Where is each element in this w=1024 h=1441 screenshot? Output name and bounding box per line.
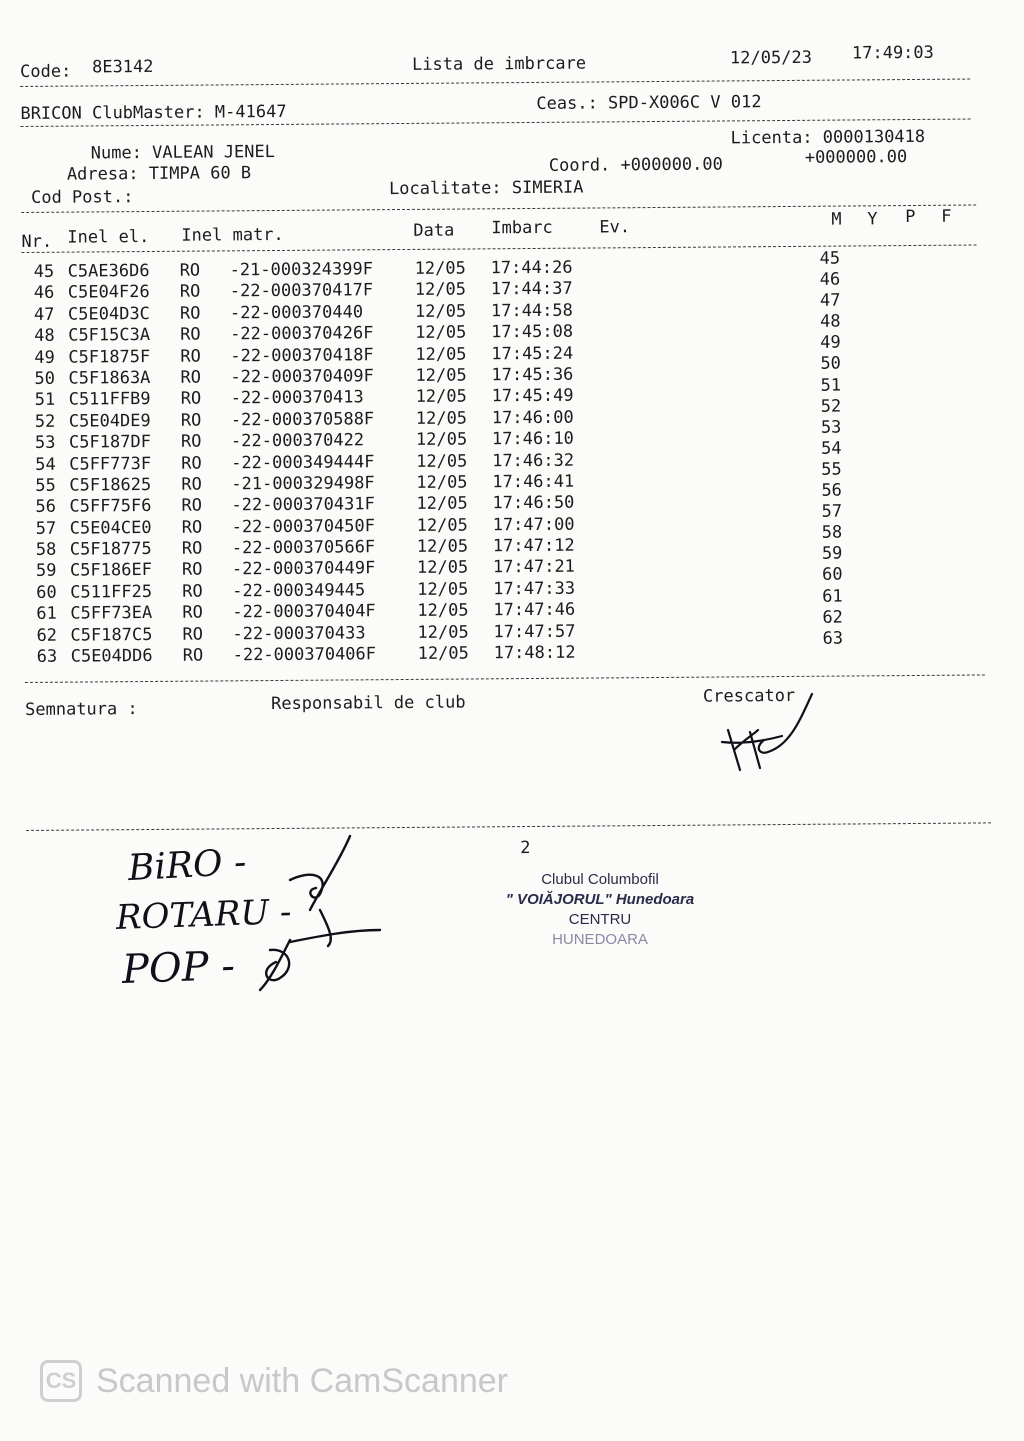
row-inel-matr: -22-000370440 (229, 302, 364, 324)
breeder-signature (720, 690, 830, 780)
row-time: 17:47:57 (493, 621, 576, 642)
row-time: 17:45:08 (491, 321, 574, 343)
row-inel-el: C5E04F26 (67, 282, 150, 304)
row-time: 17:46:00 (491, 407, 574, 429)
row-inel-matr: -22-000370588F (230, 408, 375, 431)
row-date: 12/05 (416, 536, 469, 557)
row-m-value: 50 (820, 354, 841, 375)
col-nr: Nr. (21, 231, 53, 252)
row-date: 12/05 (416, 472, 468, 493)
row-inel-el: C5E04CE0 (69, 517, 152, 539)
row-inel-el: C5F15C3A (68, 325, 151, 346)
row-nr: 57 (35, 518, 57, 539)
row-inel-el: C5F1875F (68, 346, 151, 368)
row-m-value: 62 (822, 607, 843, 628)
row-country: RO (182, 581, 203, 602)
row-inel-el: C5FF73EA (70, 603, 153, 624)
stamp-line-3: CENTRU (568, 911, 632, 928)
row-time: 17:44:37 (490, 279, 573, 300)
row-nr: 53 (34, 432, 56, 454)
col-inel-el: Inel el. (67, 226, 150, 248)
row-inel-el: C5FF773F (69, 453, 152, 475)
row-nr: 55 (35, 475, 56, 496)
row-nr: 45 (33, 261, 55, 282)
row-time: 17:44:26 (490, 257, 573, 279)
club-responsible-label: Responsabil de club (270, 692, 466, 715)
divider (20, 79, 970, 87)
print-time: 17:49:03 (851, 42, 934, 64)
row-date: 12/05 (417, 622, 469, 643)
handwritten-name-3: POP - (121, 943, 236, 993)
breeder-label: Crescator (702, 685, 796, 707)
row-nr: 50 (34, 368, 56, 389)
document-title: Lista de imbrcare (411, 53, 587, 75)
coordinates-2: +000000.00 (804, 147, 908, 168)
col-f: F (941, 206, 952, 227)
clock-id: Ceas.: SPD-X006C V 012 (536, 92, 762, 114)
col-inel-matr: Inel matr. (181, 224, 284, 246)
row-date: 12/05 (415, 365, 467, 386)
row-nr: 62 (36, 625, 58, 646)
row-time: 17:47:21 (492, 557, 575, 578)
row-nr: 56 (35, 497, 57, 518)
row-m-value: 60 (821, 564, 843, 586)
row-nr: 49 (34, 347, 55, 368)
handwritten-name-1: BiRO - (127, 841, 248, 890)
row-time: 17:45:49 (491, 386, 574, 407)
row-m-value: 59 (821, 543, 843, 565)
row-m-value: 56 (821, 480, 842, 501)
fancier-name: Nume: VALEAN JENEL (90, 142, 276, 164)
row-nr: 61 (36, 603, 57, 625)
row-date: 12/05 (415, 344, 467, 365)
row-inel-matr: -22-000349445 (232, 580, 366, 602)
row-time: 17:45:36 (491, 364, 574, 386)
stamp-line-2: " VOIĂJORUL" Hunedoara (505, 891, 695, 908)
row-inel-matr: -22-000370433 (232, 622, 366, 644)
col-m: M (831, 209, 842, 230)
row-m-value: 51 (820, 375, 842, 396)
divider (25, 674, 985, 683)
row-date: 12/05 (416, 451, 468, 472)
row-nr: 48 (34, 325, 55, 347)
row-inel-matr: -22-000370418F (230, 344, 374, 366)
row-inel-el: C5FF75F6 (69, 496, 152, 517)
row-country: RO (182, 624, 204, 645)
row-nr: 46 (33, 283, 55, 304)
row-country: RO (179, 281, 201, 303)
row-inel-el: C5F18625 (69, 474, 152, 496)
row-country: RO (181, 453, 202, 474)
row-inel-matr: -22-000370426F (230, 323, 374, 345)
row-date: 12/05 (415, 429, 468, 451)
table-row (23, 642, 614, 668)
stamp-line-4: HUNEDOARA (552, 931, 648, 948)
code-value: 8E3142 (91, 56, 154, 78)
row-time: 17:46:41 (492, 471, 575, 493)
row-inel-el: C5E04D3C (67, 303, 150, 325)
row-date: 12/05 (417, 600, 469, 622)
divider (26, 822, 991, 831)
camscanner-logo-icon: CS (40, 1360, 82, 1402)
row-time: 17:44:58 (490, 300, 573, 322)
row-time: 17:47:12 (492, 535, 575, 557)
row-inel-matr: -22-000370417F (229, 280, 374, 302)
row-inel-el: C5F1863A (68, 367, 151, 389)
row-time: 17:45:24 (491, 343, 574, 364)
col-imbarc: Imbarc (491, 217, 553, 239)
page-number: 2 (520, 838, 531, 859)
handwritten-name-2: ROTARU - (115, 891, 293, 939)
row-m-value: 53 (820, 417, 842, 438)
row-nr: 60 (36, 582, 57, 603)
m-column (820, 248, 853, 649)
row-country: RO (180, 367, 202, 388)
clubmaster-id: BRICON ClubMaster: M-41647 (20, 101, 287, 124)
row-inel-matr: -22-000370406F (232, 644, 377, 666)
basketing-table (20, 257, 614, 668)
club-stamp (480, 870, 720, 950)
row-date: 12/05 (415, 386, 467, 408)
row-inel-el: C5F187DF (68, 432, 151, 453)
signature-label: Semnatura : (25, 699, 138, 720)
row-m-value: 61 (822, 586, 843, 607)
row-country: RO (179, 260, 201, 281)
row-m-value: 54 (820, 438, 842, 459)
stamp-line-1: Clubul Columbofil (541, 871, 659, 888)
row-date: 12/05 (416, 493, 468, 515)
row-inel-el: C5AE36D6 (67, 260, 150, 282)
row-country: RO (180, 410, 202, 431)
row-inel-el: C5F187C5 (70, 624, 153, 646)
row-time: 17:47:33 (493, 578, 576, 600)
row-nr: 63 (36, 646, 58, 667)
coordinates: Coord. +000000.00 (548, 154, 723, 176)
row-inel-matr: -22-000370450F (231, 515, 376, 538)
code-label: Code: (20, 61, 72, 82)
row-inel-matr: -22-000370413 (230, 387, 364, 409)
row-inel-matr: -21-000329498F (231, 473, 375, 495)
row-country: RO (179, 303, 201, 324)
row-date: 12/05 (415, 322, 467, 344)
row-country: RO (180, 388, 202, 410)
row-date: 12/05 (414, 258, 466, 279)
col-p: P (905, 206, 916, 228)
row-m-value: 49 (820, 332, 841, 354)
col-ev: Ev. (599, 217, 631, 238)
row-time: 17:46:32 (492, 450, 575, 471)
row-m-value: 58 (821, 522, 843, 543)
print-date: 12/05/23 (729, 47, 812, 69)
row-inel-matr: -21-000324399F (229, 259, 374, 281)
row-inel-matr: -22-000349444F (231, 451, 375, 473)
row-inel-matr: -22-000370422 (230, 430, 365, 452)
row-date: 12/05 (416, 515, 468, 536)
row-m-value: 48 (820, 311, 841, 333)
handwritten-signatures (250, 830, 390, 1000)
row-country: RO (180, 431, 202, 452)
row-date: 12/05 (415, 408, 468, 429)
row-inel-el: C5F186EF (69, 560, 152, 582)
row-time: 17:46:10 (491, 428, 574, 450)
row-inel-matr: -22-000370409F (230, 366, 374, 388)
row-nr: 54 (35, 454, 56, 475)
row-nr: 58 (35, 539, 57, 560)
row-inel-el: C511FF25 (70, 581, 153, 603)
postcode-label: Cod Post.: (31, 187, 134, 208)
row-m-value: 52 (820, 396, 842, 417)
col-y: Y (867, 209, 878, 230)
row-inel-el: C511FFB9 (68, 389, 151, 410)
camscanner-watermark (40, 1360, 508, 1402)
row-m-value: 57 (821, 501, 843, 522)
row-country: RO (181, 474, 202, 495)
row-inel-matr: -22-000370404F (232, 601, 376, 623)
row-country: RO (182, 645, 204, 666)
row-time: 17:47:46 (493, 599, 576, 621)
row-country: RO (181, 560, 203, 581)
row-inel-el: C5E04DD6 (70, 646, 153, 667)
row-inel-matr: -22-000370566F (231, 537, 376, 559)
row-inel-el: C5F18775 (69, 539, 152, 560)
row-country: RO (181, 538, 203, 559)
row-country: RO (181, 517, 203, 538)
row-date: 12/05 (414, 301, 467, 322)
row-country: RO (181, 495, 203, 517)
row-date: 12/05 (417, 579, 469, 600)
camscanner-text: Scanned with CamScanner (96, 1361, 509, 1400)
col-data: Data (413, 220, 455, 241)
row-country: RO (182, 602, 203, 623)
row-inel-matr: -22-000370431F (231, 494, 375, 516)
row-m-value: 45 (819, 248, 841, 269)
row-country: RO (180, 324, 201, 345)
locality: Localitate: SIMERIA (388, 177, 584, 200)
row-nr: 59 (35, 561, 57, 582)
row-time: 17:48:12 (493, 642, 576, 664)
row-inel-matr: -22-000370449F (231, 558, 376, 580)
row-m-value: 47 (819, 290, 841, 311)
row-nr: 51 (34, 390, 56, 411)
row-m-value: 63 (822, 628, 844, 649)
fancier-address: Adresa: TIMPA 60 B (66, 163, 252, 185)
row-date: 12/05 (417, 643, 469, 664)
row-time: 17:46:50 (492, 492, 575, 514)
license-number: Licenta: 0000130418 (730, 126, 926, 149)
row-date: 12/05 (414, 279, 467, 301)
row-m-value: 46 (819, 269, 841, 290)
row-m-value: 55 (821, 459, 842, 480)
row-nr: 52 (34, 411, 56, 432)
row-time: 17:47:00 (492, 514, 575, 535)
row-nr: 47 (33, 304, 55, 325)
row-country: RO (180, 346, 201, 367)
row-inel-el: C5E04DE9 (68, 410, 151, 432)
row-date: 12/05 (416, 557, 469, 579)
